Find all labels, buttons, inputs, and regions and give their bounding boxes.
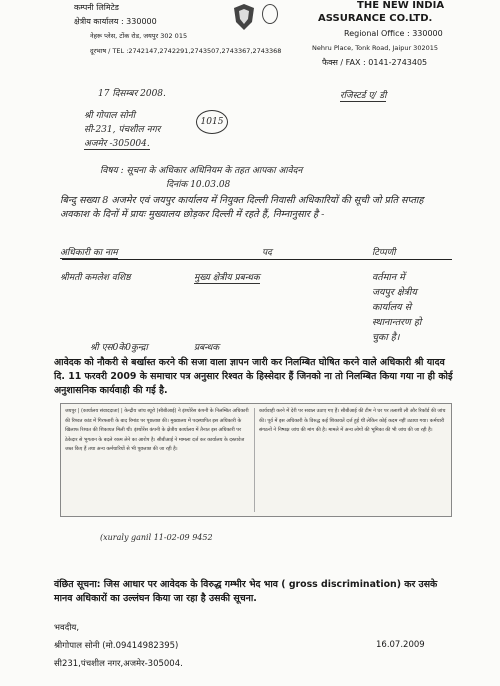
company-name-en-1: THE NEW INDIA	[357, 0, 445, 11]
recipient-city: अजमेर -305004.	[84, 136, 150, 150]
table-header-remark: टिप्पणी	[372, 248, 396, 258]
table-header-name: अधिकारी का नाम	[60, 245, 118, 259]
remark-line: स्थानान्तरण हो	[372, 317, 422, 328]
recipient-address: सी-231, पंचशील नगर	[84, 125, 161, 135]
inward-stamp: 1015	[196, 110, 228, 134]
closing: भवदीय,	[54, 623, 80, 633]
office-hindi: क्षेत्रीय कार्यालय : 330000	[74, 17, 157, 26]
subject-date: दिनांक 10.03.08	[166, 180, 231, 190]
letter-date: 17 दिसम्बर 2008.	[98, 89, 166, 99]
seal-icon	[262, 4, 278, 24]
emblem-logo	[230, 2, 258, 32]
newspaper-clipping	[60, 403, 452, 517]
address-en: Nehru Place, Tonk Road, Jaipur 302015	[312, 44, 438, 52]
requested-information: वंछित सूचना: जिस आधार पर आवेदक के विरुद्ध गम्भीर भेद भाव ( gross discrimination) कर उसके मानव अधिकारों का उल्लंघन किया जा रहा है उसकी सूचना.	[54, 579, 438, 604]
table-row-1-name: श्रीमती कमलेश वशिष्ठ	[60, 273, 131, 283]
company-name-hindi: कम्पनी लिमिटेड	[74, 3, 119, 12]
clipping-divider	[254, 408, 255, 512]
registered-ad: रजिस्टर्ड ए/ डी	[340, 88, 386, 102]
address-hindi: नेहरू प्लेस, टोंक रोड, जयपुर 302 015	[90, 32, 188, 40]
remark-line: कार्यालय से	[372, 302, 412, 313]
remark-line: जयपुर क्षेत्रीय	[372, 287, 417, 298]
recipient-name: श्री गोपाल सोनी	[84, 111, 136, 121]
table-header-rule	[62, 259, 452, 260]
sender-address: सी231,पंचशील नगर,अजमेर-305004.	[54, 659, 183, 669]
company-name-en-2: ASSURANCE CO.LTD.	[318, 13, 433, 24]
regional-office-en: Regional Office : 330000	[344, 29, 443, 38]
clipping-column-1: जयपुर | (कार्यालय संवाददाता) | केन्द्रीय जांच ब्यूरो (सीबीआई) ने इंश्योरेंस कंपनी के निलम्बित अधिकारी की रिश्वत कांड में गिरफ्तारी के बाद रिमांड पर पूछताछ की। मुख्यालय में पदस्थापित इस अधिकारी के खिलाफ रिश्वत की शिकायत मिली थी। इंश्योरेंस कंपनी के क्षेत्रीय कार्यालय में तैनात इस अधिकारी पर ठेकेदार से भुगतान के बदले रकम लेने का आरोप है। सीबीआई ने मामला दर्ज कर कार्यालय के दस्तावेज जब्त किए हैं तथा अन्य कर्मचारियों से भी पूछताछ की जा रही है।	[65, 408, 249, 453]
table-row-1-post: मुख्य क्षेत्रीय प्रबन्धक	[194, 270, 260, 284]
table-header-post: पद	[262, 248, 272, 258]
table-row-2-post: प्रबन्धक	[194, 343, 220, 353]
sender-name: श्रीगोपाल सोनी (मो.09414982395)	[54, 641, 179, 651]
remark-line: चुका है।	[372, 332, 400, 343]
table-row-2-name: श्री एस0के0कुन्द्रा	[90, 343, 148, 353]
fax-line: फैक्स / FAX : 0141-2743405	[322, 58, 428, 67]
signature-date: 16.07.2009	[376, 640, 425, 650]
phone-line: दूरभाष / TEL :2742147,2742291,2743507,2743367,2743368	[90, 47, 282, 55]
remark-line: वर्तमान में	[372, 272, 405, 283]
applicant-note: आवेदक को नौकरी से बर्खास्त करने की सजा वाला ज्ञापन जारी कर निलम्बित घोषित करने वाले अधिकारी श्री यादव दि. 11 फरवरी 2009 के समाचार पत्र अनुसार रिश्वत के हिस्सेदार हैं जिनको ना तो निलम्बित किया गया ना ही कोई अनुशासनिक कार्यवाही की गई है.	[54, 357, 453, 396]
clipping-handwritten-note: (xuraly ganil 11-02-09 9452	[100, 533, 213, 542]
info-paragraph: बिन्दु सख्या 8 अजमेर एवं जयपुर कार्यालय में नियुक्त दिल्ली निवासी अधिकारियों की सूची जो प्रति सप्ताह अवकाश के दिनों में प्रायः मुख्यालय छोड़कर दिल्ली में रहते हैं, निम्नानुसार है -	[60, 195, 424, 220]
clipping-column-2: कार्यवाही करने में देरी पर सवाल उठाए गए हैं। सीबीआई की टीम ने घर पर तलाशी ली और रिकॉर्ड की जांच की। पूर्व में इस अधिकारी के विरुद्ध कई शिकायतें दर्ज हुई थीं लेकिन कोई कदम नहीं उठाया गया। कर्मचारी संगठनों ने निष्पक्ष जांच की मांग की है। मामले में अन्य लोगों की भूमिका की भी जांच की जा रही है।	[259, 408, 446, 434]
table-row-1-remark	[372, 270, 421, 345]
subject-line: विषय : सूचना के अधिकार अधिनियम के तहत आपका आवेदन	[100, 166, 303, 176]
